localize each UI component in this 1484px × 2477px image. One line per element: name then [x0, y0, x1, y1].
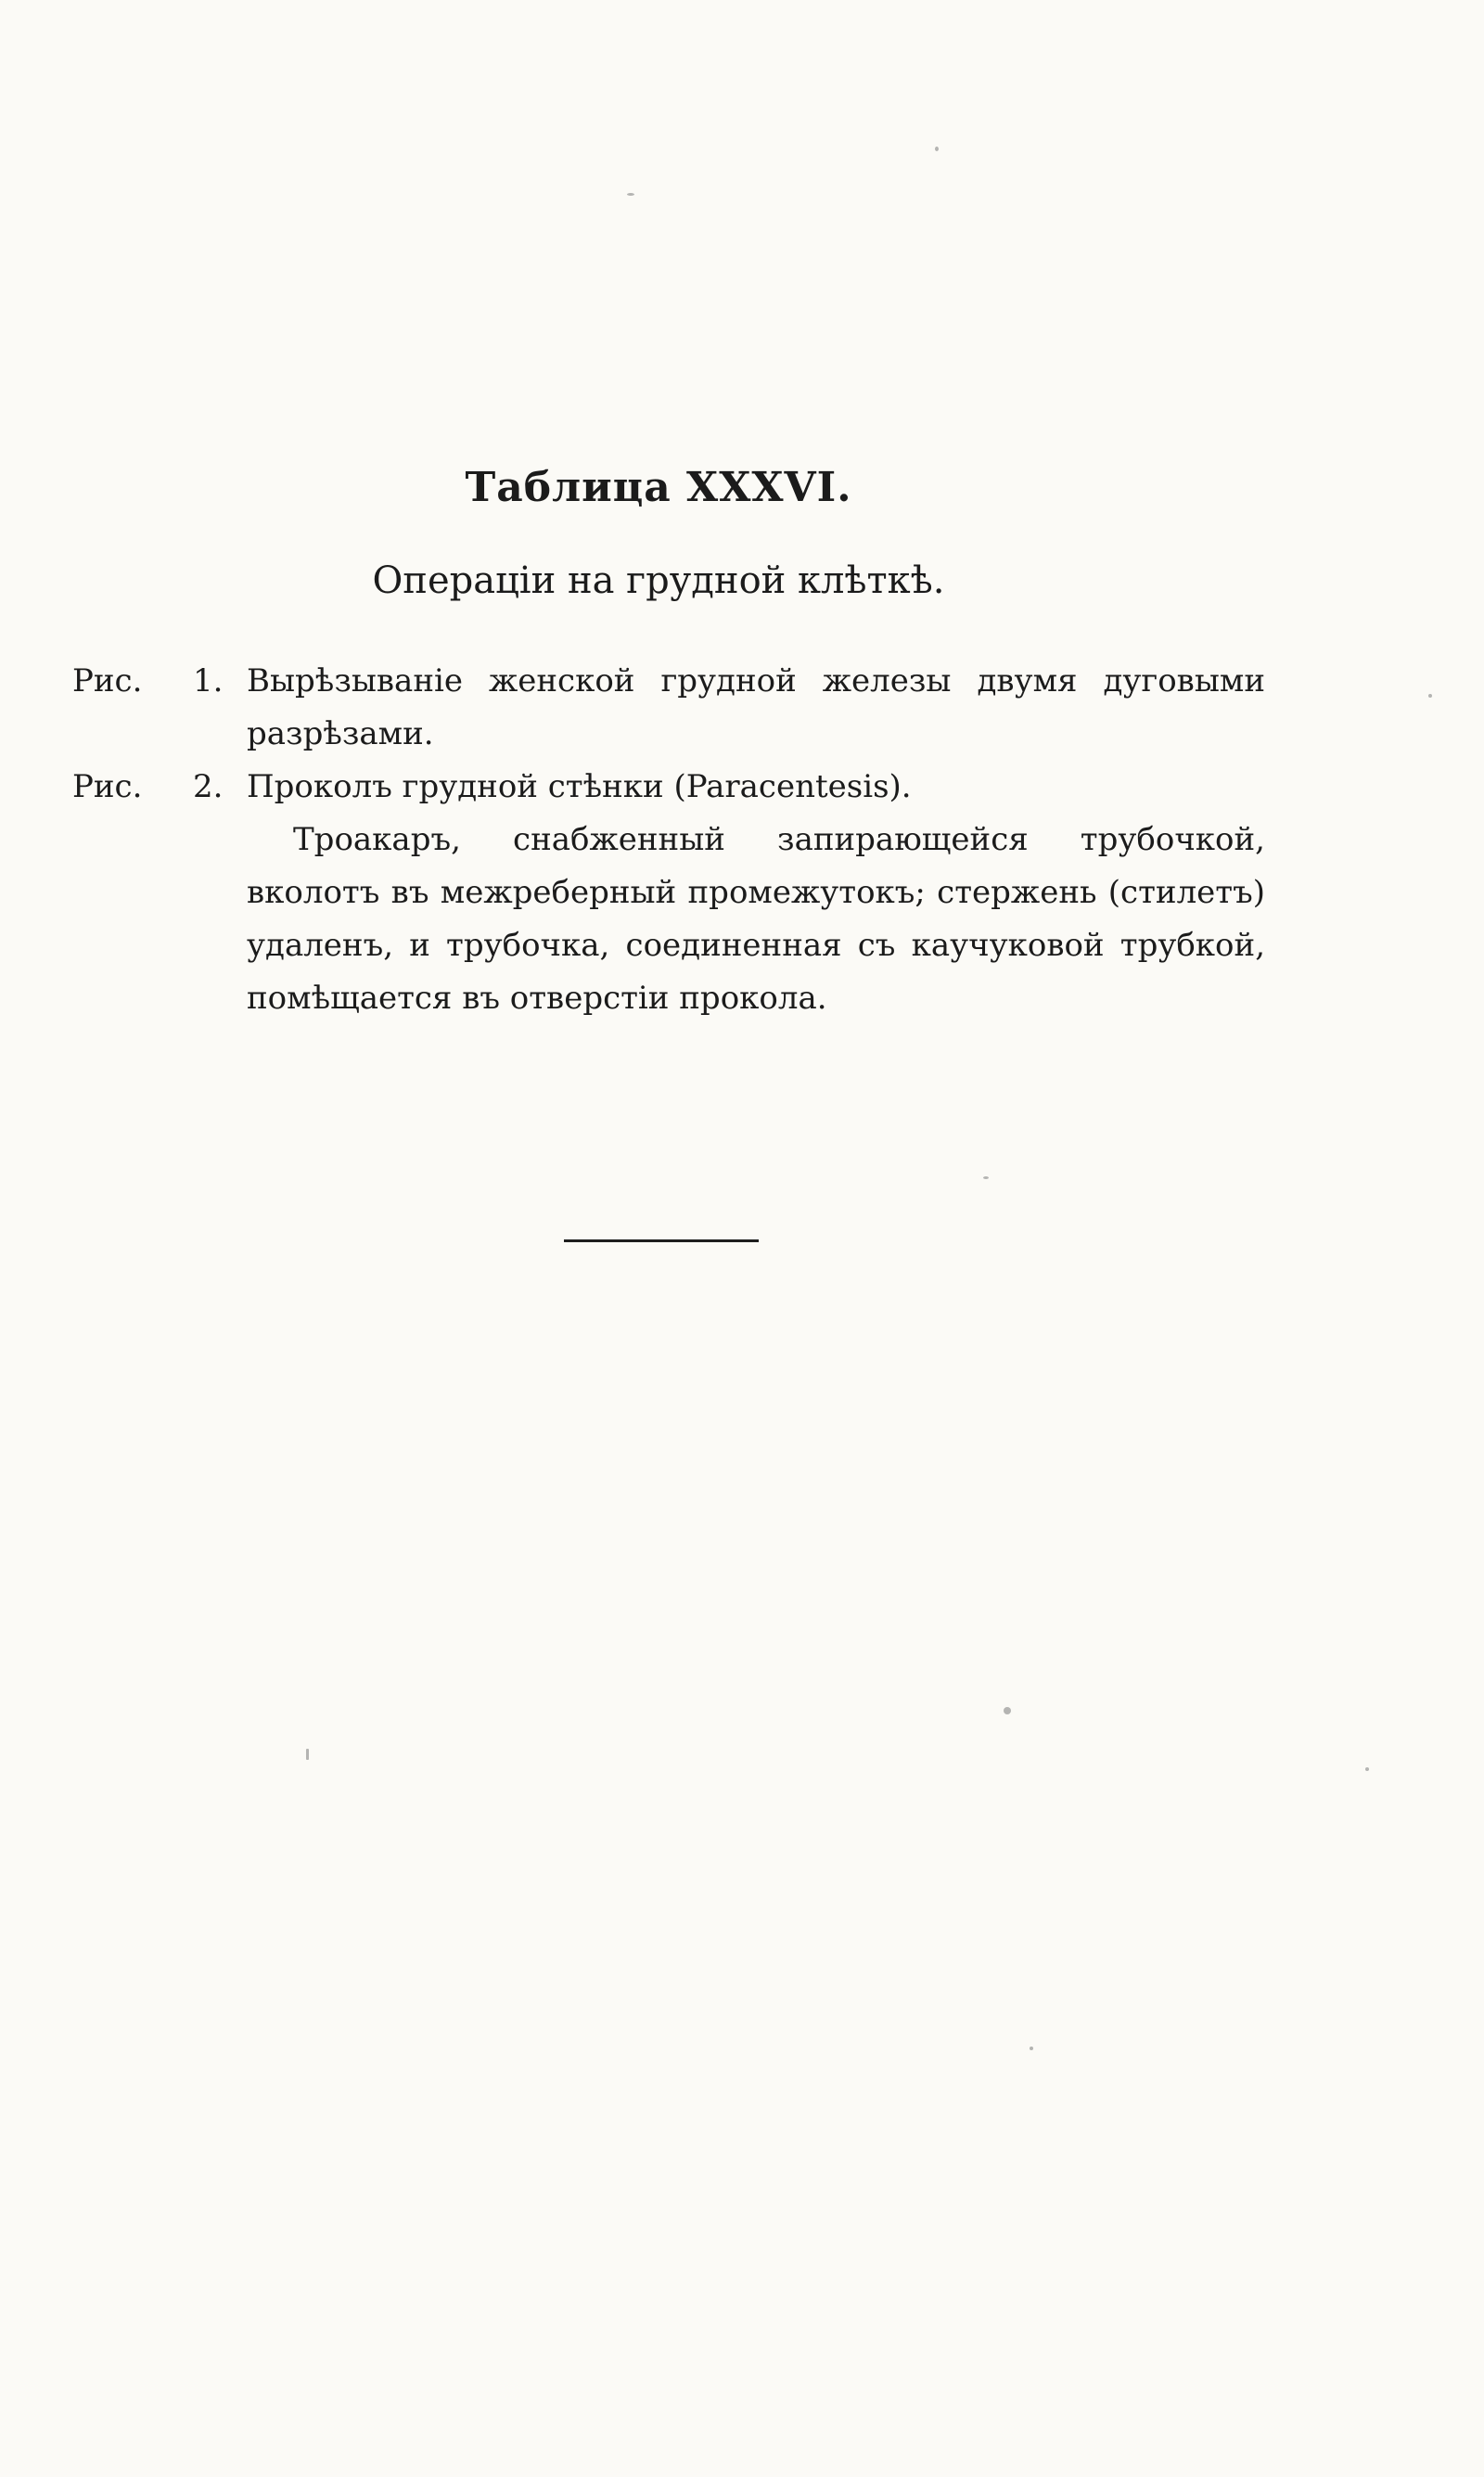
paper-speck — [1365, 1767, 1369, 1771]
figure-caption: Проколъ грудной стѣнки (Paracentesis). — [247, 768, 912, 805]
paper-speck — [1428, 694, 1432, 698]
paper-speck — [627, 193, 634, 196]
figure-label: Рис. — [72, 662, 143, 699]
figure-number: 1. — [193, 662, 224, 699]
paper-speck — [1030, 2047, 1033, 2050]
figure-number: 2. — [193, 768, 224, 805]
paper-speck — [306, 1749, 309, 1760]
paper-speck — [935, 147, 939, 151]
paper-speck — [1004, 1707, 1011, 1714]
paper-speck — [983, 1176, 989, 1179]
figure-description: Троакаръ, снабженный запирающейся трубочкой, вколотъ въ межреберный промежутокъ; стержень (стилетъ) удаленъ, и трубочка, соединенная съ каучуковой трубкой, помѣщается въ отверстіи прокола. — [247, 821, 1265, 1017]
figure-caption: Вырѣзываніе женской грудной железы двумя дуговыми разрѣзами. — [247, 662, 1265, 752]
figure-label: Рис. — [72, 768, 143, 805]
section-divider — [564, 1239, 759, 1242]
page-title: Таблица XXXVI. — [465, 464, 852, 511]
page-subtitle: Операціи на грудной клѣткѣ. — [372, 559, 945, 602]
